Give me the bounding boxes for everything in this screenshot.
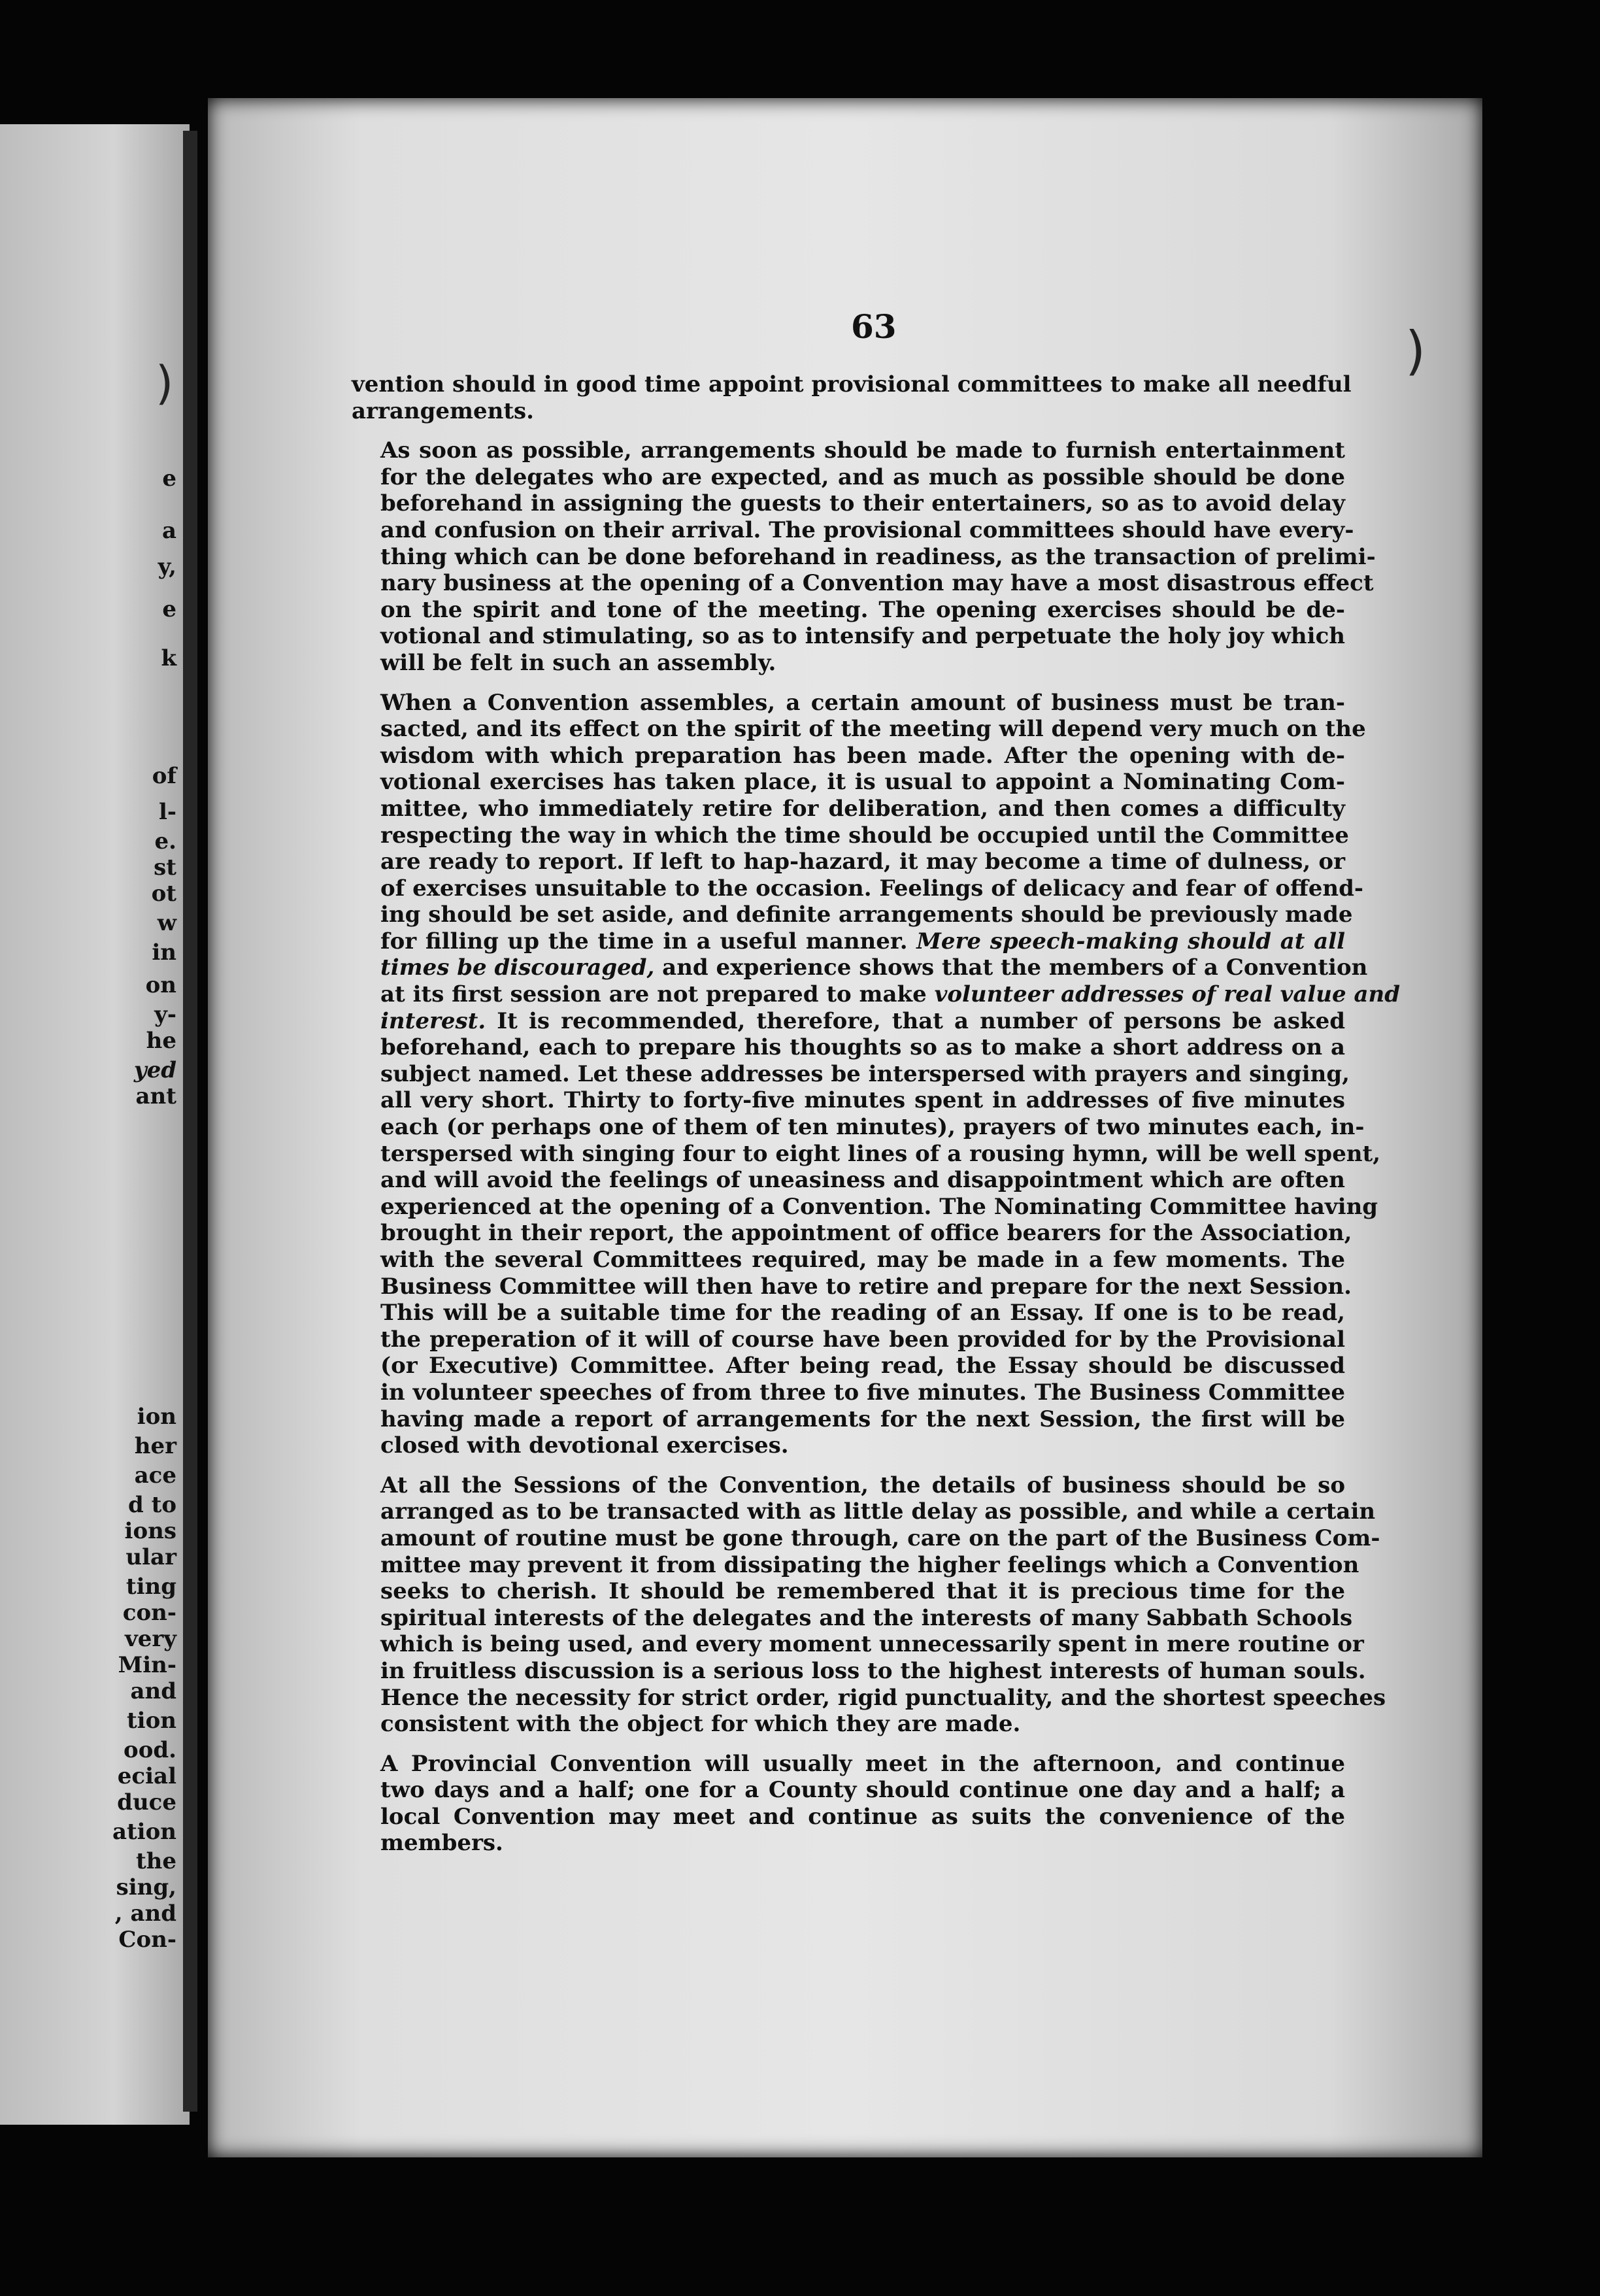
text-line: spiritual interests of the delegates and the interests of many Sabbath Schools xyxy=(380,1604,1353,1631)
text-line: in fruitless discussion is a serious loss to the highest interests of human souls. xyxy=(380,1657,1366,1684)
text-line: thing which can be done beforehand in readiness, as the transaction of prelimi- xyxy=(380,543,1376,570)
facing-page-fragment: ace xyxy=(134,1462,176,1489)
text-line: beforehand, each to prepare his thoughts so as to make a short address on a xyxy=(380,1034,1345,1061)
text-line: mittee may prevent it from dissipating the higher feelings which a Convention xyxy=(380,1551,1359,1578)
text-line: members. xyxy=(380,1830,503,1857)
text-line: As soon as possible, arrangements should be made to furnish entertainment xyxy=(380,437,1345,464)
text-line: two days and a half; one for a County should continue one day and a half; a xyxy=(380,1777,1345,1804)
text-line: with the several Committees required, may be made in a few moments. The xyxy=(380,1247,1345,1273)
text-line: on the spirit and tone of the meeting. The opening exercises should be de- xyxy=(380,596,1345,623)
page-number: 63 xyxy=(851,307,897,346)
facing-page-fragment: yed xyxy=(133,1057,176,1083)
text-line: Business Committee will then have to retire and prepare for the next Session. xyxy=(380,1273,1352,1300)
text-line: having made a report of arrangements for the next Session, the first will be xyxy=(380,1406,1345,1432)
facing-page-fragment: the xyxy=(135,1848,176,1874)
text-line: at its first session are not prepared to make volunteer addresses of real value and xyxy=(380,981,1400,1008)
text-line: for the delegates who are expected, and as much as possible should be done xyxy=(380,464,1345,490)
text-line: ing should be set aside, and definite arrangements should be previously made xyxy=(380,902,1353,928)
text-line: subject named. Let these addresses be interspersed with prayers and singing, xyxy=(380,1060,1350,1087)
text-line: each (or perhaps one of them of ten minutes), prayers of two minutes each, in- xyxy=(380,1114,1365,1141)
facing-page-fragment: ood. xyxy=(124,1737,176,1763)
text-line: are ready to report. If left to hap-hazard, it may become a time of dulness, or xyxy=(380,849,1345,875)
text-line: When a Convention assembles, a certain amount of business must be tran- xyxy=(380,689,1345,716)
text-line: which is being used, and every moment unnecessarily spent in mere routine or xyxy=(380,1631,1364,1658)
facing-page-fragment: y, xyxy=(158,554,176,580)
text-line: the preperation of it will of course have been provided for by the Provisional xyxy=(380,1326,1345,1353)
facing-page-fragment: , and xyxy=(114,1900,176,1927)
facing-page-fragment: he xyxy=(146,1028,176,1054)
text-line: At all the Sessions of the Convention, the details of business should be so xyxy=(380,1472,1345,1498)
facing-page-fragment: and xyxy=(130,1678,176,1704)
facing-page-fragment: her xyxy=(134,1433,176,1459)
text-line: nary business at the opening of a Convention may have a most disastrous effect xyxy=(380,570,1374,597)
facing-page-fragment: st xyxy=(154,854,176,881)
paragraph xyxy=(352,437,1376,676)
text-line: terspersed with singing four to eight lines of a rousing hymn, will be well spent, xyxy=(380,1140,1381,1167)
facing-page-fragment: ecial xyxy=(117,1763,176,1789)
facing-page-fragment: e xyxy=(162,465,176,492)
text-line: and confusion on their arrival. The provisional committees should have every- xyxy=(380,516,1354,543)
facing-page-fragment: Con- xyxy=(118,1927,176,1953)
text-line: for filling up the time in a useful manner. Mere speech-making should at all xyxy=(380,928,1346,954)
margin-bracket-right: ) xyxy=(1405,320,1426,381)
text-line: of exercises unsuitable to the occasion. Feelings of delicacy and fear of offend- xyxy=(380,875,1364,902)
text-line: votional exercises has taken place, it is usual to appoint a Nominating Com- xyxy=(380,769,1345,796)
paragraph xyxy=(352,1751,1345,1857)
text-line: seeks to cherish. It should be remembered that it is precious time for the xyxy=(380,1578,1345,1605)
facing-page-strip xyxy=(0,124,190,2125)
text-line: and will avoid the feelings of uneasiness and disappointment which are often xyxy=(380,1167,1345,1194)
facing-page-fragment: con- xyxy=(122,1600,176,1626)
text-line: votional and stimulating, so as to intensify and perpetuate the holy joy which xyxy=(380,623,1345,650)
text-line: all very short. Thirty to forty-five minutes spent in addresses of five minutes xyxy=(380,1087,1345,1114)
facing-page-fragment: ular xyxy=(125,1544,176,1570)
facing-page-fragment: of xyxy=(152,763,176,789)
margin-bracket-left: ) xyxy=(156,356,174,410)
text-line: arranged as to be transacted with as little delay as possible, and while a certain xyxy=(380,1498,1376,1525)
facing-page-fragment: y- xyxy=(154,1002,176,1028)
facing-page-fragment: a xyxy=(161,518,176,544)
text-line: will be felt in such an assembly. xyxy=(380,649,776,676)
facing-page-fragment: duce xyxy=(117,1789,176,1815)
facing-page-fragment: ation xyxy=(112,1819,176,1845)
text-line: wisdom with which preparation has been made. After the opening with de- xyxy=(380,742,1345,769)
text-line: Hence the necessity for strict order, rigid punctuality, and the shortest speeches xyxy=(380,1684,1386,1711)
text-line: arrangements. xyxy=(352,397,535,424)
facing-page-fragment: l- xyxy=(158,799,176,825)
facing-page-fragment: sing, xyxy=(116,1874,176,1900)
facing-page-fragment: ion xyxy=(137,1404,176,1430)
page-gutter xyxy=(183,131,197,2112)
facing-page-fragment: ot xyxy=(151,881,176,907)
text-line: brought in their report, the appointment of office bearers for the Association, xyxy=(380,1220,1352,1247)
facing-page-fragment: Min- xyxy=(118,1652,176,1678)
text-line: (or Executive) Committee. After being read, the Essay should be discussed xyxy=(380,1353,1345,1379)
text-line: vention should in good time appoint provisional committees to make all needful xyxy=(352,371,1352,397)
text-line: consistent with the object for which they are made. xyxy=(380,1711,1021,1738)
facing-page-fragment: tion xyxy=(126,1708,176,1734)
text-line: experienced at the opening of a Convention. The Nominating Committee having xyxy=(380,1193,1378,1220)
facing-page-fragment: ant xyxy=(135,1083,176,1109)
text-line: interest. It is recommended, therefore, that a number of persons be asked xyxy=(380,1007,1345,1034)
facing-page-fragment: k xyxy=(161,645,176,671)
facing-page-fragment: d to xyxy=(128,1492,176,1518)
text-line: beforehand in assigning the guests to their entertainers, so as to avoid delay xyxy=(380,490,1345,517)
text-line: mittee, who immediately retire for deliberation, and then comes a difficulty xyxy=(380,795,1345,822)
paragraph xyxy=(352,1472,1386,1738)
facing-page-fragment: very xyxy=(124,1626,176,1652)
facing-page-fragment: e xyxy=(162,596,176,622)
body-text xyxy=(352,371,1400,1870)
text-line: in volunteer speeches of from three to five minutes. The Business Committee xyxy=(380,1379,1345,1406)
facing-page-fragment: in xyxy=(152,939,176,966)
text-line: closed with devotional exercises. xyxy=(380,1432,789,1459)
facing-page-fragment: e. xyxy=(154,828,176,854)
facing-page-fragment: on xyxy=(145,972,176,998)
text-line: times be discouraged, and experience shows that the members of a Convention xyxy=(380,954,1368,981)
facing-page-fragment: ions xyxy=(124,1518,176,1544)
text-line: amount of routine must be gone through, care on the part of the Business Com- xyxy=(380,1525,1380,1551)
text-line: local Convention may meet and continue as suits the convenience of the xyxy=(380,1803,1345,1830)
paragraph xyxy=(352,371,1352,424)
text-line: respecting the way in which the time should be occupied until the Committee xyxy=(380,822,1349,849)
text-line: sacted, and its effect on the spirit of the meeting will depend very much on the xyxy=(380,716,1366,743)
paragraph xyxy=(352,689,1400,1459)
text-line: This will be a suitable time for the reading of an Essay. If one is to be read, xyxy=(380,1300,1345,1326)
text-line: A Provincial Convention will usually meet in the afternoon, and continue xyxy=(380,1750,1345,1777)
facing-page-fragment: w xyxy=(157,910,176,936)
facing-page-fragment: ting xyxy=(125,1574,176,1600)
